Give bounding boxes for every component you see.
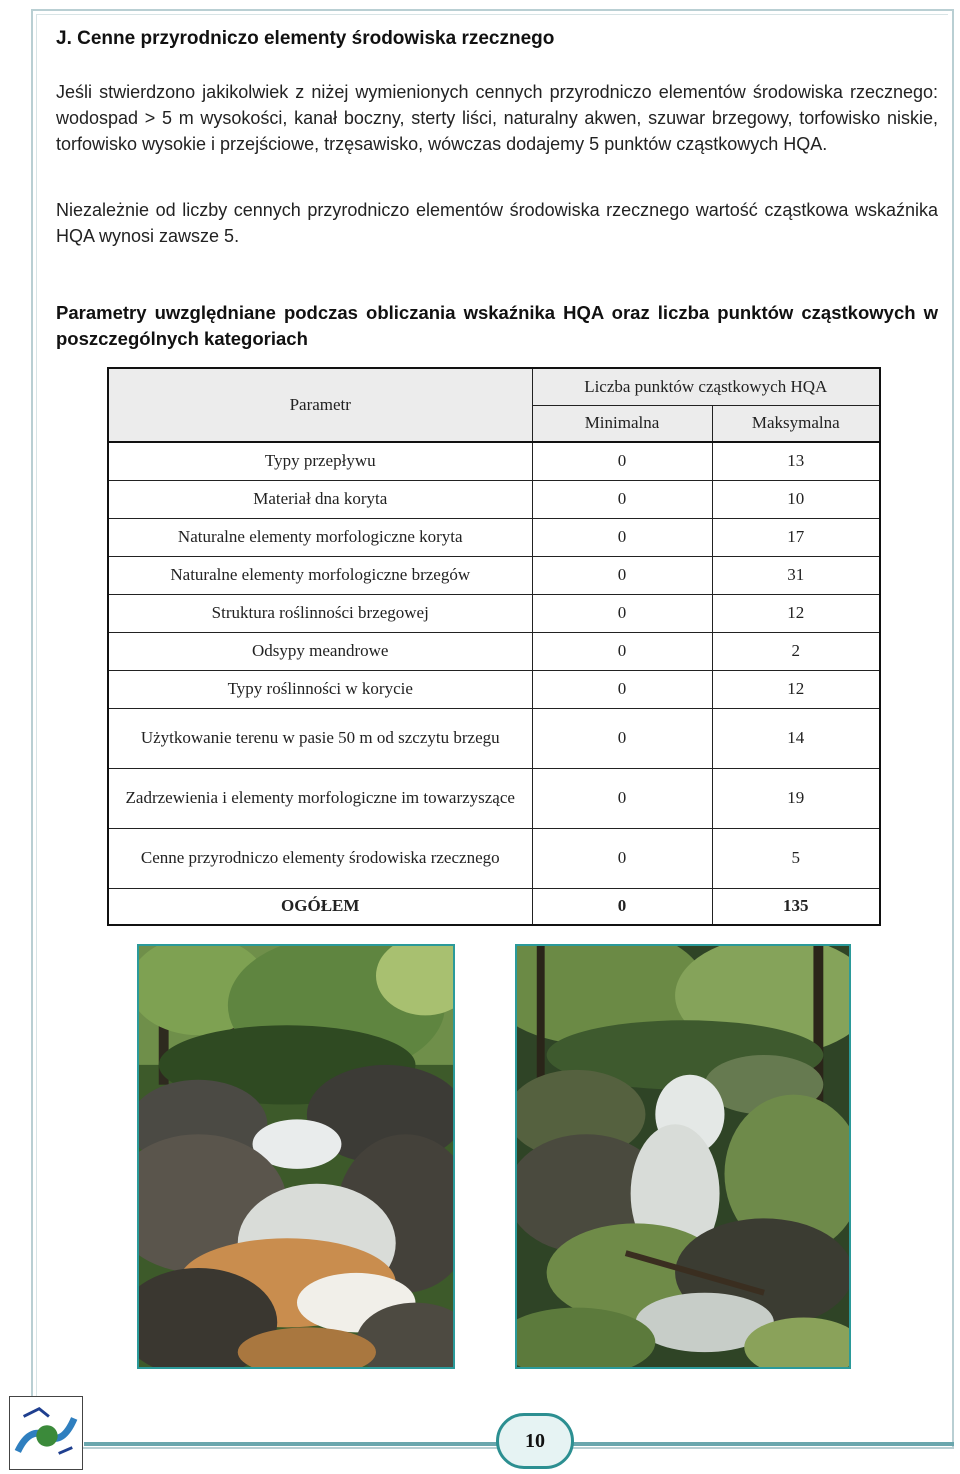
row-param: Użytkowanie terenu w pasie 50 m od szczytu brzegu xyxy=(108,708,532,768)
row-min: 0 xyxy=(532,632,712,670)
table-row xyxy=(108,518,880,556)
row-min: 0 xyxy=(532,670,712,708)
row-min: 0 xyxy=(532,768,712,828)
row-param: Zadrzewienia i elementy morfologiczne im towarzyszące xyxy=(108,768,532,828)
row-min: 0 xyxy=(532,556,712,594)
row-max: 19 xyxy=(712,768,880,828)
table-row xyxy=(108,708,880,768)
row-min: 0 xyxy=(532,442,712,480)
row-max: 17 xyxy=(712,518,880,556)
header-points-group: Liczba punktów cząstkowych HQA xyxy=(532,368,880,405)
hqa-table xyxy=(107,367,881,926)
row-max: 5 xyxy=(712,828,880,888)
paragraph-1: Jeśli stwierdzono jakikolwiek z niżej wymienionych cennych przyrodniczo elementów środowiska rzecznego: wodospad > 5 m wysokości, kanał boczny, sterty liści, naturalny akwen, szuwar brzegowy, torfowisko niskie, torfowisko wysokie i przejściowe, trzęsawisko, wówczas dodajemy 5 punktów cząstkowych HQA. xyxy=(56,82,938,154)
row-max: 13 xyxy=(712,442,880,480)
row-max: 31 xyxy=(712,556,880,594)
table-row xyxy=(108,480,880,518)
table-row xyxy=(108,768,880,828)
waterfall-photo-left-illustration xyxy=(139,946,453,1367)
waterfall-photo-right-illustration xyxy=(517,946,849,1367)
row-param: Struktura roślinności brzegowej xyxy=(108,594,532,632)
total-param: OGÓŁEM xyxy=(108,888,532,925)
row-param: Materiał dna koryta xyxy=(108,480,532,518)
table-row xyxy=(108,632,880,670)
page-number: 10 xyxy=(496,1413,574,1469)
total-min: 0 xyxy=(532,888,712,925)
row-max: 14 xyxy=(712,708,880,768)
waterfall-photo-right xyxy=(515,944,851,1369)
section-title: J. Cenne przyrodniczo elementy środowiska rzecznego xyxy=(56,28,555,49)
row-max: 2 xyxy=(712,632,880,670)
row-max: 12 xyxy=(712,670,880,708)
header-min: Minimalna xyxy=(532,405,712,442)
paragraph-2: Niezależnie od liczby cennych przyrodniczo elementów środowiska rzecznego wartość cząstkowa wskaźnika HQA wynosi zawsze 5. xyxy=(56,200,938,246)
rhs-logo-icon xyxy=(10,1397,82,1469)
row-param: Cenne przyrodniczo elementy środowiska rzecznego xyxy=(108,828,532,888)
table-row xyxy=(108,828,880,888)
row-min: 0 xyxy=(532,708,712,768)
row-max: 12 xyxy=(712,594,880,632)
row-min: 0 xyxy=(532,518,712,556)
table-row xyxy=(108,442,880,480)
row-param: Typy przepływu xyxy=(108,442,532,480)
table-row xyxy=(108,670,880,708)
row-min: 0 xyxy=(532,594,712,632)
row-min: 0 xyxy=(532,480,712,518)
rhs-logo xyxy=(9,1396,83,1470)
table-row xyxy=(108,594,880,632)
row-param: Odsypy meandrowe xyxy=(108,632,532,670)
header-param: Parametr xyxy=(108,368,532,442)
row-max: 10 xyxy=(712,480,880,518)
header-max: Maksymalna xyxy=(712,405,880,442)
table-total-row xyxy=(108,888,880,925)
table-title: Parametry uwzględniane podczas obliczania wskaźnika HQA oraz liczba punktów cząstkowych w poszczególnych kategoriach xyxy=(56,302,938,349)
total-max: 135 xyxy=(712,888,880,925)
waterfall-photo-left xyxy=(137,944,455,1369)
row-param: Naturalne elementy morfologiczne brzegów xyxy=(108,556,532,594)
table-row xyxy=(108,556,880,594)
row-min: 0 xyxy=(532,828,712,888)
row-param: Typy roślinności w korycie xyxy=(108,670,532,708)
row-param: Naturalne elementy morfologiczne koryta xyxy=(108,518,532,556)
